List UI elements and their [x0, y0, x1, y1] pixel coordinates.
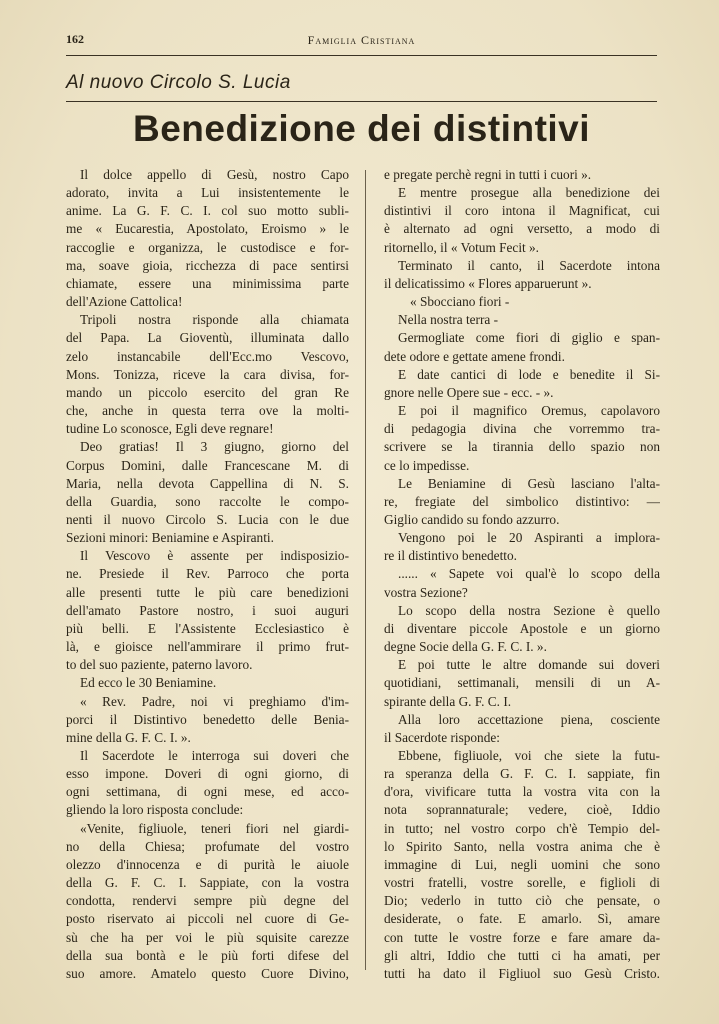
text-line: Tripoli nostra risponde alla chiamata	[80, 312, 349, 328]
text-line: porci il Distintivo benedetto delle Benia-	[66, 711, 349, 727]
text-line: Corpus Domini, dalle Francescane M. di	[66, 457, 349, 473]
text-line: no della Chiesa; profumate del vostro	[66, 838, 349, 854]
text-line: Terminato il canto, il Sacerdote intona	[398, 257, 660, 273]
text-line: to del suo paziente, paterno lavoro.	[66, 657, 253, 673]
text-line: quotidiani, settimanali, mensili di un A-	[384, 675, 660, 691]
text-line: Giglio candido su fondo azzurro.	[384, 511, 560, 527]
text-line: vostra Sezione?	[384, 584, 468, 600]
text-line: Il Sacerdote le interroga sui doveri che	[80, 748, 349, 763]
text-line: esso impone. Doveri di ogni giorno, di	[66, 766, 349, 782]
page-number: 162	[66, 32, 84, 46]
text-line: adorato, invita a Lui insistentemente le	[66, 185, 349, 201]
text-line: Il Vescovo è assente per indisposizio-	[80, 548, 349, 564]
text-line: della G. F. C. I. Sappiate, con la vostra	[66, 875, 349, 891]
text-line: ce lo impedisse.	[384, 457, 470, 473]
text-line: « Sbocciano fiori -	[410, 294, 510, 310]
text-line: E date cantici di lode e benedite il Si-	[398, 366, 660, 382]
right-text-column	[384, 166, 660, 983]
text-line: desiderate, o fate. E amarlo. Sì, amare	[384, 911, 660, 927]
text-line: d'ora, vivificare tutta la vostra vita con la	[384, 784, 660, 800]
text-line: in tutto; nel vostro corpo ch'è Tempio del-	[384, 820, 660, 836]
text-line: E poi il magnifico Oremus, capolavoro	[398, 403, 660, 419]
page-header	[66, 32, 657, 52]
text-line: più belli. E l'Assistente Ecclesiastico è	[66, 620, 349, 636]
text-line: ma, soave gioia, ricchezza di pace sentirsi	[66, 257, 349, 273]
text-line: ogni settimana, di ogni mese, ed acco-	[66, 784, 349, 800]
text-line: E mentre prosegue alla benedizione dei	[398, 185, 660, 201]
text-line: re il distintivo benedetto.	[384, 548, 517, 564]
text-line: Dio; vederlo in tutto ciò che pensate, o	[384, 893, 660, 909]
text-line: Vengono poi le 20 Aspiranti a implora-	[398, 530, 660, 546]
column-divider	[365, 170, 366, 970]
text-line: me « Eucarestia, Apostolato, Eroismo » le	[66, 221, 349, 237]
text-line: della sua bontà e le più forti difese del	[66, 947, 349, 963]
text-line: tutti ha dato il Figliuol suo Gesù Cristo.	[384, 965, 660, 981]
text-line: « Rev. Padre, noi vi preghiamo d'im-	[80, 693, 349, 709]
text-line: re, fregiate del simbolico distintivo: —	[384, 493, 660, 509]
text-line: Deo gratias! Il 3 giugno, giorno del	[80, 439, 349, 455]
text-line: mine della G. F. C. I. ».	[66, 729, 191, 745]
text-line: Ed ecco le 30 Beniamine.	[80, 675, 217, 691]
text-line: nenti il nuovo Circolo S. Lucia con le due	[66, 511, 349, 527]
text-line: del Papa. La Gioventù, illuminata dallo	[66, 330, 349, 346]
text-line: raccoglie e organizza, le custodisce e for-	[66, 239, 349, 255]
text-line: il delicatissimo « Flores apparuerunt ».	[384, 275, 592, 291]
text-line: Sezioni minori: Beniamine e Aspiranti.	[66, 530, 274, 546]
text-line: dell'amato Pastore nostro, i suoi auguri	[66, 602, 349, 618]
text-line: mando un piccolo esercito del gran Re	[66, 384, 349, 400]
text-line: suo amore. Amatelo questo Cuore Divino,	[66, 965, 349, 981]
text-line: nota soprannaturale; vedere, cioè, Iddio	[384, 802, 660, 818]
text-line: sù che ha per voi le più squisite carezze	[66, 929, 349, 945]
text-line: gnore nelle Opere sue - ecc. - ».	[384, 384, 554, 400]
text-line: dell'Azione Cattolica!	[66, 294, 183, 310]
text-line: della Guardia, sono raccolte le compo-	[66, 493, 349, 509]
article-headline: Benedizione dei distintivi	[132, 108, 591, 149]
text-line: Le Beniamine di Gesù lasciano l'alta-	[398, 475, 660, 491]
text-line: che, anche in questa terra ove la molti-	[66, 403, 349, 419]
text-line: anime. La G. F. C. I. col suo motto subli-	[66, 203, 349, 219]
text-line: è alternato ad ogni versetto, a modo di	[384, 221, 660, 237]
text-line: spirante della G. F. C. I.	[384, 693, 512, 709]
text-line: ne. Presiede il Rev. Parroco che porta	[66, 566, 349, 582]
text-line: Maria, nella devota Cappellina di N. S.	[66, 475, 349, 491]
section-label: Al nuovo Circolo S. Lucia	[66, 72, 291, 93]
text-line: Lo scopo della nostra Sezione è quello	[398, 602, 660, 618]
text-line: Ebbene, figliuole, voi che siete la futu-	[398, 748, 660, 763]
text-line: Mons. Tonizza, riceve la cara divisa, for-	[66, 366, 349, 382]
text-line: ritornello, il « Votum Fecit ».	[384, 239, 540, 255]
text-line: dete odore e gettate amene frondi.	[384, 348, 565, 364]
text-line: degne Socie della G. F. C. I. ».	[384, 639, 547, 655]
text-line: ...... « Sapete voi qual'è lo scopo della	[398, 566, 660, 582]
text-line: Germogliate come fiori di giglio e span-	[398, 330, 660, 346]
text-line: distintivi il coro intona il Magnificat, cui	[384, 203, 660, 219]
text-line: e pregate perchè regni in tutti i cuori ».	[384, 167, 592, 182]
text-line: ra speranza della G. F. C. I. sappiate, fin	[384, 766, 660, 782]
section-rule	[66, 101, 657, 102]
text-line: Nella nostra terra -	[398, 312, 499, 328]
text-line: alle presenti tutte le più care benedizioni	[66, 584, 349, 600]
running-title: Famiglia Cristiana	[307, 33, 416, 47]
left-text-column	[66, 166, 349, 983]
text-line: là, e gioisce nell'ammirare il primo frut-	[66, 639, 349, 655]
text-line: immagine di Lui, negli uomini che sono	[384, 856, 660, 872]
text-line: il Sacerdote risponde:	[384, 729, 500, 745]
text-line: Il dolce appello di Gesù, nostro Capo	[80, 167, 349, 182]
text-line: di diventare piccole Apostole e un giorno	[384, 620, 660, 636]
text-line: di pedagogia divina che vorremmo tra-	[384, 421, 660, 437]
text-line: gliendo la loro risposta conclude:	[66, 802, 244, 818]
text-line: condotta, rendervi sempre più degne del	[66, 893, 349, 909]
text-line: con tutte le vostre forze e fare amare da-	[384, 929, 660, 945]
text-line: chiamate, essere una minimissima parte	[66, 275, 349, 291]
text-line: posto riservato ai piccoli nel cuore di Ge-	[66, 911, 349, 927]
text-line: olezzo d'innocenza e di purità le aiuole	[66, 856, 349, 872]
text-line: gli altri, Iddio che tutti ci ha amati, per	[384, 947, 660, 963]
text-line: vostri fratelli, vostre sorelle, e figlioli di	[384, 875, 660, 891]
text-line: tudine Lo sconosce, Egli deve regnare!	[66, 421, 274, 437]
text-line: zelo instancabile dell'Ecc.mo Vescovo,	[66, 348, 349, 364]
text-line: lo Spirito Santo, nella vostra anima che è	[384, 838, 660, 854]
text-line: Alla loro accettazione piena, cosciente	[398, 711, 660, 727]
text-line: scrivere se la tirannia dello spazio non	[384, 439, 660, 455]
header-rule	[66, 55, 657, 56]
text-line: «Venite, figliuole, teneri fiori nel giardi-	[80, 820, 349, 836]
text-line: E poi tutte le altre domande sui doveri	[398, 657, 660, 673]
